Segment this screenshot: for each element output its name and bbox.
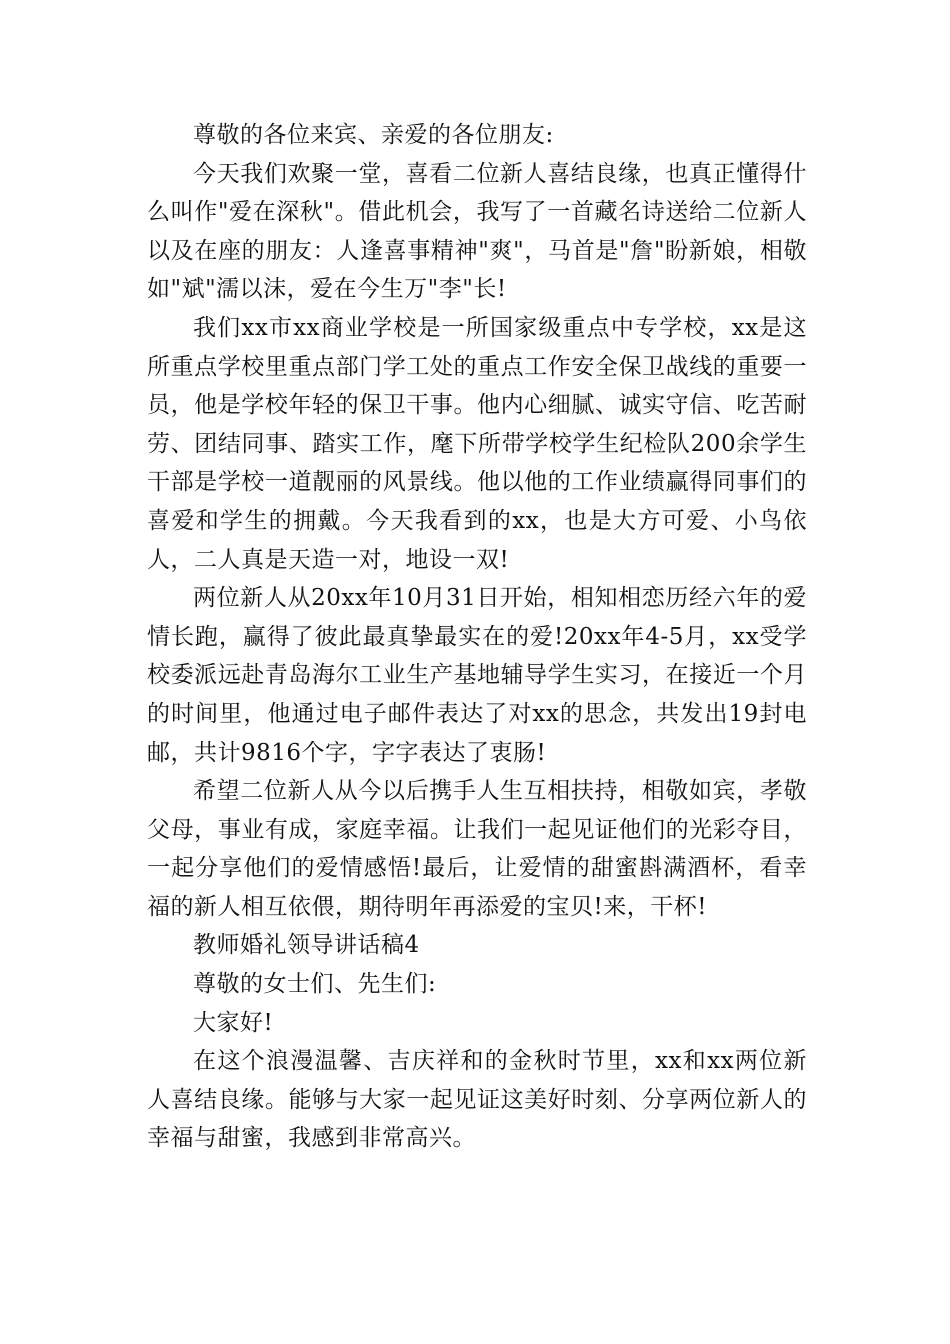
body-paragraph: 我们xx市xx商业学校是一所国家级重点中专学校，xx是这所重点学校里重点部门学工处的重点工作安全保卫战线的重要一员，他是学校年轻的保卫干事。他内心细腻、诚实守信、吃苦耐劳、团结同事、踏实工作，麾下所带学校学生纪检队200余学生干部是学校一道靓丽的风景线。他以他的工作业绩赢得同事们的喜爱和学生的拥戴。今天我看到的xx，也是大方可爱、小鸟依人，二人真是天造一对，地设一双! (147, 314, 807, 573)
greeting-paragraph: 尊敬的女士们、先生们: (193, 971, 437, 998)
document-page (147, 116, 807, 1158)
body-paragraph: 在这个浪漫温馨、吉庆祥和的金秋时节里，xx和xx两位新人喜结良缘。能够与大家一起见证这美好时刻、分享两位新人的幸福与甜蜜，我感到非常高兴。 (147, 1048, 807, 1152)
body-paragraph: 今天我们欢聚一堂，喜看二位新人喜结良缘，也真正懂得什么叫作"爱在深秋"。借此机会，我写了一首藏名诗送给二位新人以及在座的朋友：人逢喜事精神"爽"，马首是"詹"盼新娘，相敬如"斌"濡以沫，爱在今生万"李"长! (147, 160, 807, 303)
section-title: 教师婚礼领导讲话稿4 (193, 932, 420, 959)
body-paragraph: 两位新人从20xx年10月31日开始，相知相恋历经六年的爱情长跑，赢得了彼此最真挚最实在的爱!20xx年4-5月，xx受学校委派远赴青岛海尔工业生产基地辅导学生实习，在接近一个月的时间里，他通过电子邮件表达了对xx的思念，共发出19封电邮，共计9816个字，字字表达了衷肠! (147, 585, 807, 766)
greeting-paragraph: 大家好! (193, 1009, 274, 1036)
body-paragraph: 希望二位新人从今以后携手人生互相扶持，相敬如宾，孝敬父母，事业有成，家庭幸福。让我们一起见证他们的光彩夺目，一起分享他们的爱情感悟!最后，让爱情的甜蜜斟满酒杯，看幸福的新人相互依偎，期待明年再添爱的宝贝!来，干杯! (147, 778, 807, 920)
greeting-paragraph: 尊敬的各位来宾、亲爱的各位朋友: (193, 122, 554, 148)
